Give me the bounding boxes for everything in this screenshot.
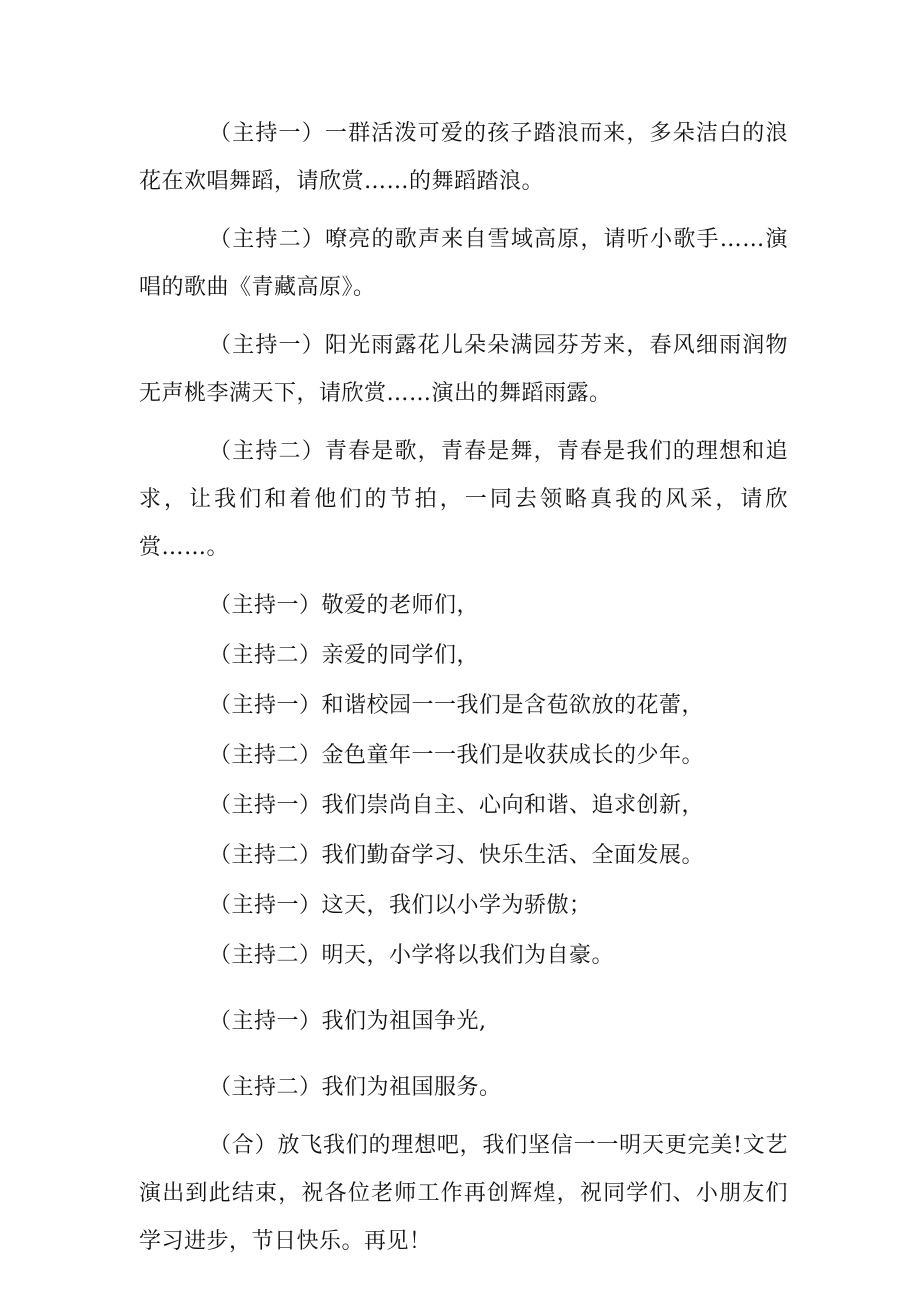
paragraph-1: （主持一）一群活泼可爱的孩子踏浪而来，多朵洁白的浪花在欢唱舞蹈，请欣赏……的舞蹈踏浪。: [139, 121, 788, 194]
paragraph-3: （主持一）阳光雨露花儿朵朵满园芬芳来，春风细雨润物无声桃李满天下，请欣赏……演出的舞蹈雨露。: [139, 333, 788, 406]
paragraph-8: （主持二）金色童年一一我们是收获成长的少年。: [209, 743, 705, 768]
paragraph-5: （主持一）敬爱的老师们，: [209, 593, 480, 618]
paragraph-10: （主持二）我们勤奋学习、快乐生活、全面发展。: [209, 843, 705, 868]
paragraph-14: （主持二）我们为祖国服务。: [209, 1075, 502, 1100]
paragraph-9: （主持一）我们崇尚自主、心向和谐、追求创新，: [209, 793, 705, 818]
paragraph-13: （主持一）我们为祖国争光,: [209, 1009, 487, 1034]
paragraph-11: （主持一）这天，我们以小学为骄傲；: [209, 893, 592, 918]
paragraph-2: （主持二）嘹亮的歌声来自雪域高原，请听小歌手……演唱的歌曲《青藏高原》。: [139, 227, 788, 300]
paragraph-12: （主持二）明天，小学将以我们为自豪。: [209, 943, 615, 968]
paragraph-7: （主持一）和谐校园一一我们是含苞欲放的花蕾，: [209, 693, 705, 718]
paragraph-6: （主持二）亲爱的同学们，: [209, 643, 480, 668]
paragraph-15: （合）放飞我们的理想吧，我们坚信一一明天更完美!文艺演出到此结束，祝各位老师工作再创辉煌，祝同学们、小朋友们学习进步，节日快乐。再见！: [139, 1133, 788, 1254]
paragraph-4: （主持二）青春是歌，青春是舞，青春是我们的理想和追求，让我们和着他们的节拍，一同去领略真我的风采，请欣赏……。: [139, 439, 788, 560]
